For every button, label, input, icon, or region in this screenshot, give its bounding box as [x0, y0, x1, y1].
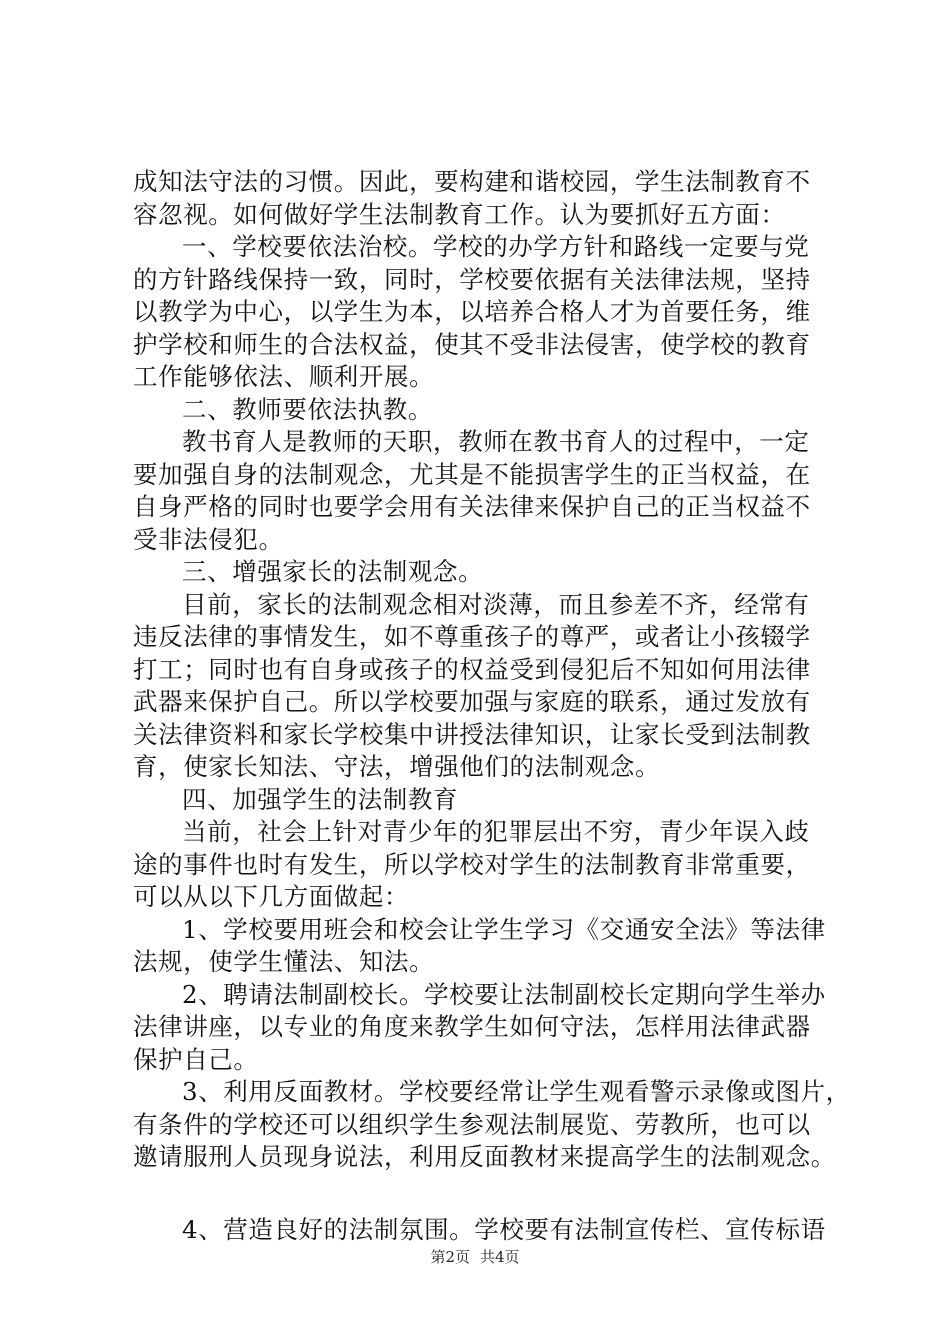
page-total: 共4页	[480, 1248, 520, 1266]
text-line: 关法律资料和家长学校集中讲授法律知识，让家长受到法制教	[133, 719, 811, 749]
text-line: 的方针路线保持一致，同时，学校要依据有关法律法规，坚持	[133, 264, 811, 294]
text-line: 武器来保护自己。所以学校要加强与家庭的联系，通过发放有	[133, 687, 811, 716]
text-line: 4、营造良好的法制氛围。学校要有法制宣传栏、宣传标语	[182, 1214, 826, 1244]
text-line: 途的事件也时有发生，所以学校对学生的法制教育非常重要，	[133, 849, 811, 879]
text-line: 护学校和师生的合法权益，使其不受非法侵害，使学校的教育	[133, 329, 811, 359]
text-line: 邀请服刑人员现身说法，利用反面教材来提高学生的法制观念。	[133, 1142, 836, 1171]
text-line: 法规，使学生懂法、知法。	[133, 947, 435, 976]
text-line: 3、利用反面教材。学校要经常让学生观看警示录像或图片，	[182, 1077, 851, 1106]
text-line: 1、学校要用班会和校会让学生学习《交通安全法》等法律	[182, 914, 826, 944]
text-line: 目前，家长的法制观念相对淡薄，而且参差不齐，经常有	[182, 589, 810, 619]
text-line: 2、聘请法制副校长。学校要让法制副校长定期向学生举办	[182, 979, 826, 1009]
text-line: 有条件的学校还可以组织学生参观法制展览、劳教所，也可以	[133, 1109, 811, 1139]
text-line: 自身严格的同时也要学会用有关法律来保护自己的正当权益不	[133, 492, 811, 521]
text-line: 要加强自身的法制观念，尤其是不能损害学生的正当权益，在	[133, 459, 811, 489]
text-line: 一、学校要依法治校。学校的办学方针和路线一定要与党	[182, 232, 810, 261]
page-number: 第2页	[430, 1248, 470, 1266]
text-line: 育，使家长知法、守法，增强他们的法制观念。	[133, 752, 661, 781]
text-line: 四、加强学生的法制教育	[182, 784, 459, 814]
text-line: 二、教师要依法执教。	[182, 394, 433, 424]
text-line: 违反法律的事情发生，如不尊重孩子的尊严，或者让小孩辍学	[133, 622, 811, 651]
document-body	[133, 166, 851, 1246]
text-line: 容忽视。如何做好学生法制教育工作。认为要抓好五方面：	[133, 199, 786, 229]
text-line: 工作能够依法、顺利开展。	[133, 362, 435, 391]
text-line: 法律讲座，以专业的角度来教学生如何守法，怎样用法律武器	[133, 1012, 811, 1041]
page-footer	[0, 1246, 950, 1267]
text-line: 三、增强家长的法制观念。	[182, 557, 484, 586]
text-line: 以教学为中心，以学生为本，以培养合格人才为首要任务，维	[133, 297, 811, 326]
text-line: 打工；同时也有自身或孩子的权益受到侵犯后不知如何用法律	[133, 654, 811, 684]
text-line: 受非法侵犯。	[133, 524, 284, 554]
text-line: 保护自己。	[133, 1044, 259, 1074]
paragraph-gap	[133, 1174, 833, 1214]
text-line: 当前，社会上针对青少年的犯罪层出不穷，青少年误入歧	[182, 817, 810, 846]
text-line: 教书育人是教师的天职，教师在教书育人的过程中，一定	[182, 427, 810, 456]
text-line: 可以从以下几方面做起：	[133, 882, 410, 911]
text-line: 成知法守法的习惯。因此，要构建和谐校园，学生法制教育不	[133, 167, 811, 196]
